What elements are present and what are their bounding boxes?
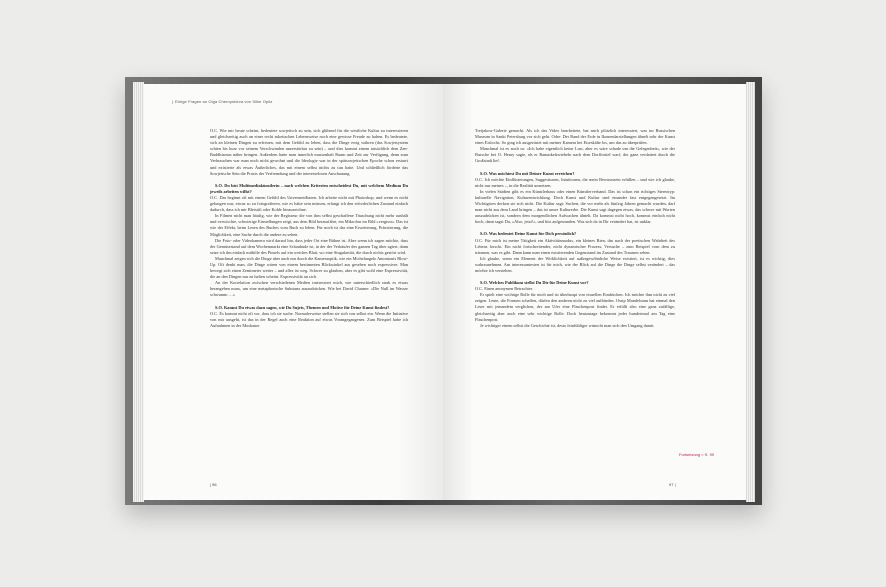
interview-paragraph: Je wichtiger einem selbst die Geschichte ist, desto feinfühliger wünscht man sich den Umgang damit. [480, 322, 655, 328]
left-text-column [210, 128, 408, 329]
interview-paragraph: Tretjakow-Galerie gemacht. Als ich das Video bearbeitete, hat mich plötzlich interessiert, was im Russischen Museum in Sankt Petersburg vor sich geht. Oder: Der Rand der Erde in Ikonendarstellungen ähnelt sehr der Kunst eines Eislochs. So ging ich ausgerüstet mit meiner Kamera bei Eiseskälte los, um das zu überprüfen. [475, 128, 675, 146]
page-number-marker: | [673, 482, 676, 487]
interview-paragraph: Ich glaube, wenn ein Element der Wirklichkeit auf außergewöhnliche Weise existiert, ist es wichtig, dies wahrzunehmen. Am interessantesten ist für mich, wie der Blick auf die Dinge die Dinge selbst verändert – das möchte ich verstehen. [475, 255, 675, 273]
running-head-marker: | [172, 99, 174, 104]
interview-paragraph: Manchmal zeigen sich die Dinge aber auch nur durch die Kameraoptik, wie ein Michelangelo Antonionis Blow-Up. Oft denkt man, die Dinge wären von einem bestimmten Blickwinkel aus gesehen noch expressiver. Man bewegt sich einen Zentimeter weiter – und alles ist weg. Schwer zu glauben, aber es gibt wohl eine Expressivität, die an den Dingen nur zu halten scheint. Expressivität an sich. [210, 255, 408, 280]
right-page-number [669, 482, 676, 487]
interview-paragraph: O.C. Das beginnt oft mit einem Gefühl des Unvermeidbaren. Ich arbeite nicht mit Photoshop, und wenn es nicht gelungen war, etwas so zu fotografieren, wie es hätte sein müssen, erlangt ich den erforderlichen Zustand einfach dadurch, dass ich mir Bleistift oder Kohle hinzuzeichne. [210, 194, 408, 213]
running-head-text: Einige Fragen an Olga Chernysheva von Silke Opitz [175, 99, 273, 104]
page-number-marker: | [210, 482, 213, 487]
interview-paragraph: Er spielt eine wichtige Rolle für mich und ist überhaupt von visuellen Eindrücken. Ich möchte ihm nicht zu viel zeigen. Leute, die Formen schaffen, dürfen den anderen nicht zu viel aufbürden. Ossip Mandelstam hat einmal den Leser mit jemandem verglichen, der am Ufer eine Flaschenpost findet. Er erfüllt also eine ganz zufällige, gleichzeitig aber auch eine sehr wichtige Rolle. Doch heutzutage bekommt jeder hundertmal am Tag eine Flaschenpost. [475, 292, 675, 322]
left-page [144, 84, 443, 500]
interview-paragraph: O.C. Für mich ist meine Tätigkeit ein Aktivitätsmodus, ein kleines Rien, das nach der poetischen Wahrheit des Lebens forscht. Ein nicht fortschreitender, nicht dynamischer Prozess, Versuche – zum Beispiel vom dem zu träumen, was es gibt. Dann kann man einen existierenden Gegenstand im Zustand des Traumes sehen. [475, 237, 675, 255]
right-page [443, 84, 746, 500]
left-page-number [210, 482, 217, 487]
interview-paragraph: Die Foto- oder Videokamera wird darauf hin, dass jeder Ort eine Bühne ist. Aber wenn ich sagen möchte, dass der Gemüsestand auf dem Wochenmarkt eine Schaubude ist, in der der Verkäufer des ganzen Tag über agiert, dann setze ich ihn einfach mithilfe des Pinsels auf ein weiches Blatt, wo eine Singularität, die durch nichts gestört wird. [210, 237, 408, 255]
right-page-number-text: 97 [669, 482, 674, 487]
interview-paragraph: O.C. Ich möchte Einflüsterungen, Suggestionen, Intuitionen, die mein Bewusstsein erfüllen – und wie ich glaube, nicht nur meines –, in die Realität umsetzen. [475, 176, 675, 188]
page-edges-right [746, 82, 755, 502]
interview-paragraph: An der Korrelation zwischen verschiedenen Medien interessiert mich, wie unterschiedlich stark es etwas herangehen muss, um eine metaphorische Substanz auszudrücken. Wie bei David Charme: »Die Null im Wasser schwamm …« [210, 280, 408, 298]
interview-question: S.O. Welches Publikum stellst Du Dir für Deine Kunst vor? [480, 280, 589, 286]
interview-paragraph: In vielen Städten gibt es ein Künstlerhaus oder einen Künstlerverband. Das ist schon ein richtiges Stereotyp: kulturelle Navigation, Kulturentwicklung. Doch Kunst und Kultur sind einander fast entgegengesetzt. Im Wichtigsten decken sie sich nicht. Die Kultur sagt: Suchen, die vor mehr als fünfzig Jahren gemacht wurden, darf man nicht aus dem Land bringen – das ist unser Kulturerbe. Die Kunst sagt dagegen etwas, das schwer mit Worten auszudrücken ist, sondern dem morgendlichen Aufwachen ähnelt. Da kommst nicht hoch, kommst einfach nicht hoch, dann sagst Du, »Also, jetzt!«, und bist aufgestanden. Was sich da in Dir verändert hat, ist unklar. [475, 188, 675, 225]
left-page-number-text: 96 [212, 482, 217, 487]
interview-question: S.O. Du bist Multimediakünstlerin – nach welchen Kriterien entscheidest Du, mit welchem Medium Du jeweils arbeiten willst? [210, 182, 408, 194]
interview-question: S.O. Was möchtest Du mit Deiner Kunst erreichen? [480, 170, 575, 176]
interview-paragraph: In Filmen nicht man häufig, wie der Regisseur die von ihm selbst geschaffene Täuschung nicht mehr aushält und verwischte, schwierige Einstellungen zeigt, aus dem Bild herausfährt, ein Mikrofon im Bild »vergisst«. Das ist wie der Effekt, beim Lesen des Buches vom Buch zu leben. Für mich ist das eine Erweiterung, Präzisierung, die Möglichkeit, eine Sache durch die andere zu sehen. [210, 213, 408, 237]
right-text-column [475, 128, 675, 329]
interview-paragraph: Manchmal ist es auch so: »Ich habe eigentlich keine Lust, aber es wäre schade um die Gelegenheit«, wie der Bursche bei O. Henry sagte, als er Ranunkelzwiebeln nach dem Dorffrottel warf, der ganz verdattert durch die Großstadt lief. [475, 146, 675, 164]
page-edges-left [133, 82, 144, 502]
interview-paragraph: O.C. Wie mir heute scheint, bedeutete sowjetisch zu sein, sich glühend für die westliche Kultur zu interessieren und gleichzeitig auch an einer recht asketischen Lebensweise noch eine gewisse Freude zu haben. Es bedeutete, sich an kleinen Dingen zu erfreuen, mit dem Gefühl zu leben, dass die Dinge ewig währen (das Sowjetsystem schien bis kurz vor seinem Verschwinden unzerstörbar zu sein) – und dies kommt einem tatsächlich dem Zen-Buddhismus näher bringen. Außerdem hatte man innerlich massenhaft Raum und Zeit zur Verfügung, denn zum Verbrauchen war man noch nicht gewohnt und die Ideologie war in der spätsowjetischen Epoche schon erstarrt und existierte als etwas Äußerliches, das mit einem selbst nichts zu tun hatte. Und schließlich förderte das Sowjetische Sein die Praxis der Verfremdung und der interesselosen Anschauung. [210, 128, 408, 176]
interview-paragraph: O.C. Einen anonymen Betrachter. [475, 286, 533, 292]
running-head [172, 99, 273, 104]
interview-question: S.O. Was bedeutet Deine Kunst für Dich persönlich? [480, 231, 577, 237]
continuation-note: Fortsetzung > S. 99 [679, 452, 715, 457]
interview-question: S.O. Kannst Du etwas dazu sagen, wie Du Sujets, Themen und Motive für Deine Kunst findest? [215, 304, 390, 310]
interview-paragraph: O.C. Es kommt nicht oft vor, dass ich sie suche. Normalerweise stellen sie sich von selbst ein. Wenn die Initiative von mir ausgeht, ist das in der Regel auch eine Reaktion auf etwas Vorangegangenes. Zum Beispiel habe ich Aufnahmen in der Moskauer [210, 310, 408, 328]
